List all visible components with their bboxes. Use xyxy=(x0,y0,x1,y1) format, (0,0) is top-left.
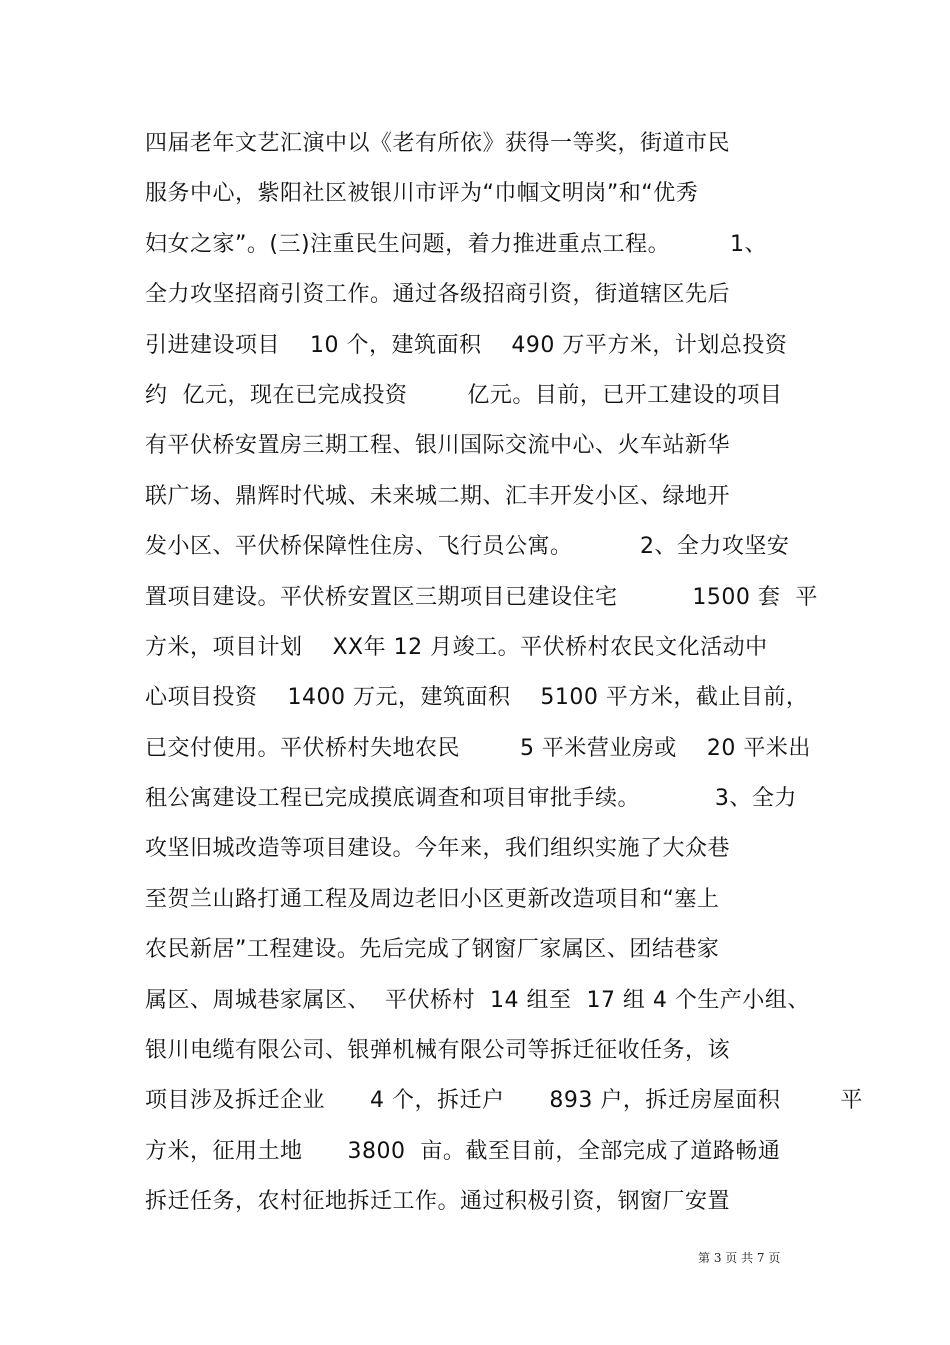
text-line: 属区、周城巷家属区、 平伏桥村 14 组至 17 组 4 个生产小组、 xyxy=(145,987,810,1013)
body-text xyxy=(145,119,863,1228)
page-number-footer: 第 3 页 共 7 页 xyxy=(698,1251,781,1265)
text-line: 发小区、平伏桥保障性住房、飞行员公寓。 2、全力攻坚安 xyxy=(145,534,790,560)
text-line: 拆迁任务，农村征地拆迁工作。通过积极引资，钢窗厂安置 xyxy=(145,1189,731,1215)
text-line: 心项目投资 1400 万元，建筑面积 5100 平方米，截止目前， xyxy=(145,685,809,711)
text-line: 联广场、鼎辉时代城、未来城二期、汇丰开发小区、绿地开 xyxy=(145,483,731,509)
text-line: 引进建设项目 10 个，建筑面积 490 万平方米，计划总投资 xyxy=(145,332,788,358)
text-line: 有平伏桥安置房三期工程、银川国际交流中心、火车站新华 xyxy=(145,433,731,459)
text-line: 妇女之家”。(三)注重民生问题，着力推进重点工程。 1、 xyxy=(145,231,768,257)
text-line: 约 亿元，现在已完成投资 亿元。目前，已开工建设的项目 xyxy=(145,382,783,408)
text-line: 银川电缆有限公司、银弹机械有限公司等拆迁征收任务，该 xyxy=(145,1038,731,1064)
text-line: 租公寓建设工程已完成摸底调查和项目审批手续。 3、全力 xyxy=(145,786,797,812)
text-line: 攻坚旧城改造等项目建设。今年来，我们组织实施了大众巷 xyxy=(145,836,731,862)
text-line: 方米，征用土地 3800 亩。截至目前，全部完成了道路畅通 xyxy=(145,1138,781,1164)
text-line: 农民新居”工程建设。先后完成了钢窗厂家属区、团结巷家 xyxy=(145,937,720,963)
text-line: 项目涉及拆迁企业 4 个，拆迁户 893 户，拆迁房屋面积 平 xyxy=(145,1088,863,1114)
text-line: 四届老年文艺汇演中以《老有所依》获得一等奖，街道市民 xyxy=(145,131,731,156)
text-line: 已交付使用。平伏桥村失地农民 5 平米营业房或 20 平米出 xyxy=(145,735,811,761)
text-line: 全力攻坚招商引资工作。通过各级招商引资，街道辖区先后 xyxy=(145,282,731,308)
text-line: 置项目建设。平伏桥安置区三期项目已建设住宅 1500 套 平 xyxy=(145,584,818,610)
text-line: 方米，项目计划 XX年 12 月竣工。平伏桥村农民文化活动中 xyxy=(145,634,768,660)
text-line: 服务中心，紫阳社区被银川市评为“巾帼文明岗”和“优秀 xyxy=(145,181,699,207)
text-line: 至贺兰山路打通工程及周边老旧小区更新改造项目和“塞上 xyxy=(145,886,720,912)
